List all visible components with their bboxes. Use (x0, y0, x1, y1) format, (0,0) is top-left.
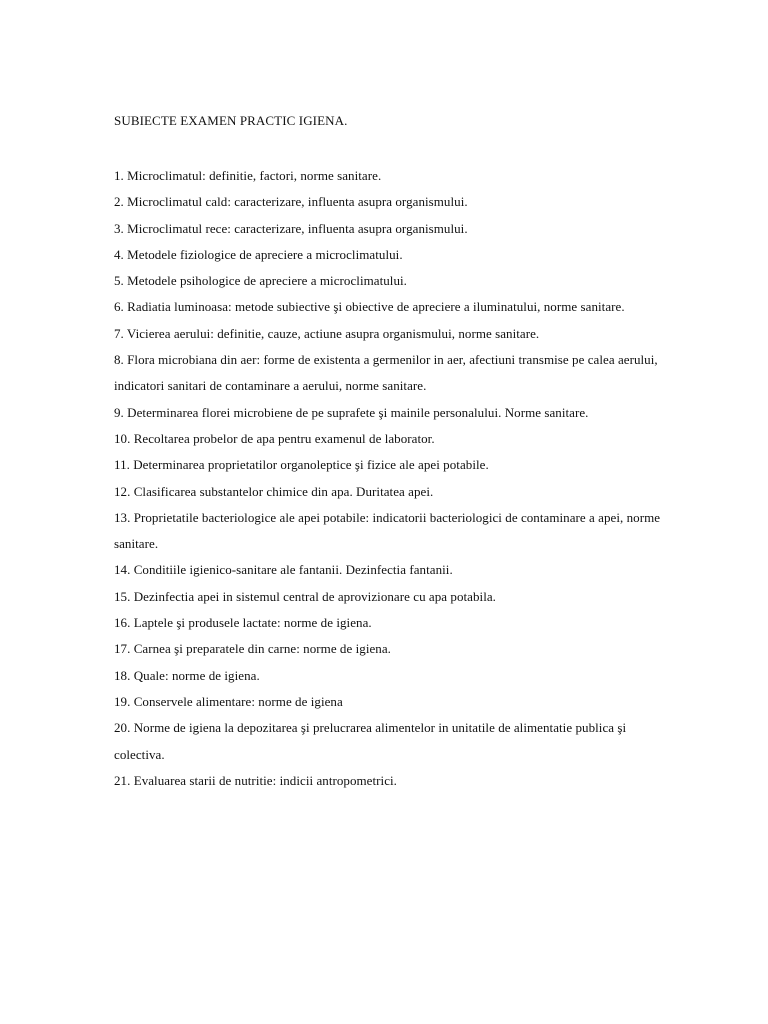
subject-item: 7. Vicierea aerului: definitie, cauze, actiune asupra organismului, norme sanitare. (114, 325, 540, 341)
subject-item: 2. Microclimatul cald: caracterizare, influenta asupra organismului. (114, 194, 468, 210)
subject-item: 11. Determinarea proprietatilor organoleptice şi fizice ale apei potabile. (114, 457, 489, 473)
document-body (114, 112, 674, 794)
subject-item: 13. Proprietatile bacteriologice ale apei potabile: indicatorii bacteriologici de contaminare a apei, norme sanitare. (114, 509, 661, 552)
subject-item: 12. Clasificarea substantelor chimice din apa. Duritatea apei. (114, 483, 434, 499)
subject-item: 21. Evaluarea starii de nutritie: indicii antropometrici. (114, 772, 397, 788)
subject-item: 19. Conservele alimentare: norme de igiena (114, 693, 343, 709)
subject-item: 20. Norme de igiena la depozitarea şi prelucrarea alimentelor in unitatile de alimentatie publica şi colectiva. (114, 720, 627, 762)
document-title: SUBIECTE EXAMEN PRACTIC IGIENA. (114, 113, 348, 128)
subject-item: 9. Determinarea florei microbiene de pe suprafete şi mainile personalului. Norme sanitare. (114, 404, 589, 420)
subject-item: 8. Flora microbiana din aer: forme de existenta a germenilor in aer, afectiuni transmise pe calea aerului, indicatori sanitari de contaminare a aerului, norme sanitare. (114, 352, 658, 394)
subject-item: 10. Recoltarea probelor de apa pentru examenul de laborator. (114, 430, 435, 446)
subject-item: 15. Dezinfectia apei in sistemul central de aprovizionare cu apa potabila. (114, 588, 496, 604)
subject-item: 14. Conditiile igienico-sanitare ale fantanii. Dezinfectia fantanii. (114, 562, 453, 578)
subject-item: 6. Radiatia luminoasa: metode subiective şi obiective de apreciere a iluminatului, norme sanitare. (114, 299, 625, 315)
subject-item: 18. Quale: norme de igiena. (114, 667, 260, 683)
subject-item: 4. Metodele fiziologice de apreciere a microclimatului. (114, 246, 403, 262)
subject-item: 16. Laptele şi produsele lactate: norme de igiena. (114, 615, 372, 631)
subject-item: 1. Microclimatul: definitie, factori, norme sanitare. (114, 168, 382, 183)
subject-item: 3. Microclimatul rece: caracterizare, influenta asupra organismului. (114, 220, 468, 236)
subject-list (114, 163, 674, 794)
subject-item: 17. Carnea şi preparatele din carne: norme de igiena. (114, 641, 391, 657)
subject-item: 5. Metodele psihologice de apreciere a microclimatului. (114, 273, 407, 289)
